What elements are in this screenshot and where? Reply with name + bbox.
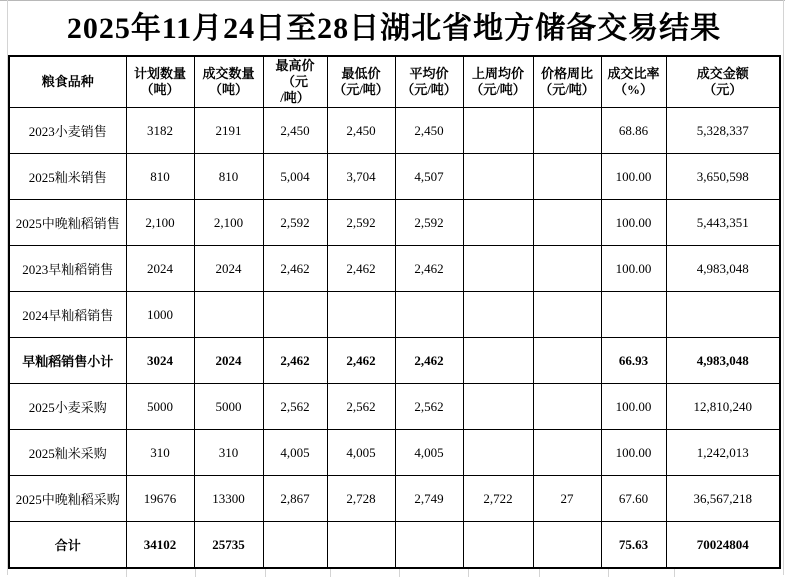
table-cell: 2,562 (327, 384, 395, 430)
table-cell: 3182 (126, 108, 194, 154)
table-cell: 2,592 (327, 200, 395, 246)
table-body (9, 108, 780, 569)
table-cell (533, 430, 601, 476)
table-cell (194, 292, 263, 338)
table-cell: 75.63 (601, 522, 666, 569)
table-row (9, 292, 780, 338)
table-cell: 5,328,337 (666, 108, 780, 154)
table-cell: 3024 (126, 338, 194, 384)
gridline-stub (265, 569, 266, 577)
table-row (9, 338, 780, 384)
table-cell: 27 (533, 476, 601, 522)
table-cell (395, 522, 463, 569)
column-header: 最低价 （元/吨） (327, 56, 395, 108)
table-cell: 4,005 (327, 430, 395, 476)
table-cell: 2,100 (126, 200, 194, 246)
table-cell (463, 292, 533, 338)
table-cell: 2025小麦采购 (9, 384, 126, 430)
table-cell (395, 292, 463, 338)
column-header: 价格周比 （元/吨） (533, 56, 601, 108)
table-cell: 2,462 (395, 246, 463, 292)
table-row (9, 200, 780, 246)
table-cell (533, 522, 601, 569)
results-table (8, 55, 781, 569)
table-cell: 4,005 (263, 430, 327, 476)
table-cell: 2025籼米销售 (9, 154, 126, 200)
table-cell: 100.00 (601, 246, 666, 292)
table-cell (533, 292, 601, 338)
table-cell (263, 522, 327, 569)
table-cell: 2,592 (263, 200, 327, 246)
table-cell: 2,462 (263, 246, 327, 292)
gridline-stub (674, 569, 675, 577)
gridline-stub (399, 569, 400, 577)
table-row (9, 522, 780, 569)
table-cell (533, 384, 601, 430)
header-row (9, 56, 780, 108)
table-cell: 25735 (194, 522, 263, 569)
column-header: 上周均价 （元/吨） (463, 56, 533, 108)
column-header: 计划数量 （吨） (126, 56, 194, 108)
table-cell (327, 522, 395, 569)
table-cell: 2023早籼稻销售 (9, 246, 126, 292)
table-cell (463, 246, 533, 292)
table-row (9, 108, 780, 154)
table-cell: 1000 (126, 292, 194, 338)
table-cell: 4,005 (395, 430, 463, 476)
table-row (9, 154, 780, 200)
table-cell: 2,462 (327, 246, 395, 292)
gridline-stub (126, 569, 127, 577)
gridline-stub (195, 569, 196, 577)
table-cell: 34102 (126, 522, 194, 569)
table-cell: 13300 (194, 476, 263, 522)
table-cell: 810 (194, 154, 263, 200)
column-header: 粮食品种 (9, 56, 126, 108)
table-cell: 2024 (194, 338, 263, 384)
gridline-stub (608, 569, 609, 577)
table-cell: 2025中晚籼稻销售 (9, 200, 126, 246)
table-cell: 2,450 (263, 108, 327, 154)
table-cell (327, 292, 395, 338)
table-cell (666, 292, 780, 338)
table-cell: 2,562 (263, 384, 327, 430)
spreadsheet-view (8, 2, 780, 577)
table-cell: 2,450 (395, 108, 463, 154)
gridline-stub (330, 569, 331, 577)
table-cell: 67.60 (601, 476, 666, 522)
table-cell: 4,507 (395, 154, 463, 200)
page-title: 2025年11月24日至28日湖北省地方储备交易结果 (66, 12, 722, 45)
table-cell: 2023小麦销售 (9, 108, 126, 154)
column-header: 成交数量 （吨） (194, 56, 263, 108)
gridline-stub (539, 569, 540, 577)
table-cell: 2,562 (395, 384, 463, 430)
table-row (9, 246, 780, 292)
table-cell: 12,810,240 (666, 384, 780, 430)
table-cell: 早籼稻销售小计 (9, 338, 126, 384)
table-cell: 3,650,598 (666, 154, 780, 200)
table-cell: 2,722 (463, 476, 533, 522)
below-table-gridlines (8, 569, 780, 577)
table-cell: 2,100 (194, 200, 263, 246)
sheet-right-gridline (783, 0, 784, 575)
table-cell: 2025籼米采购 (9, 430, 126, 476)
table-cell (463, 154, 533, 200)
table-cell: 68.86 (601, 108, 666, 154)
table-cell (533, 154, 601, 200)
table-cell: 2,749 (395, 476, 463, 522)
table-cell: 100.00 (601, 154, 666, 200)
table-cell (601, 292, 666, 338)
table-cell: 70024804 (666, 522, 780, 569)
table-cell: 66.93 (601, 338, 666, 384)
table-cell: 100.00 (601, 430, 666, 476)
table-cell: 310 (194, 430, 263, 476)
table-cell: 2024早籼稻销售 (9, 292, 126, 338)
table-cell: 3,704 (327, 154, 395, 200)
table-cell: 5000 (126, 384, 194, 430)
table-cell (533, 246, 601, 292)
table-cell (533, 338, 601, 384)
table-cell: 2,462 (395, 338, 463, 384)
table-cell: 2024 (126, 246, 194, 292)
table-cell (463, 108, 533, 154)
table-cell: 5,004 (263, 154, 327, 200)
column-header: 成交比率 （%） (601, 56, 666, 108)
table-cell: 5,443,351 (666, 200, 780, 246)
table-cell: 2,462 (263, 338, 327, 384)
sheet-top-edge (0, 0, 785, 1)
table-cell: 36,567,218 (666, 476, 780, 522)
table-cell: 810 (126, 154, 194, 200)
table-cell: 2,462 (327, 338, 395, 384)
table-cell (533, 200, 601, 246)
column-header: 最高价 （元 /吨） (263, 56, 327, 108)
column-header: 成交金额 （元） (666, 56, 780, 108)
table-cell (463, 430, 533, 476)
table-cell: 2191 (194, 108, 263, 154)
table-cell (463, 384, 533, 430)
table-cell: 5000 (194, 384, 263, 430)
table-row (9, 384, 780, 430)
table-cell (463, 200, 533, 246)
table-cell: 1,242,013 (666, 430, 780, 476)
table-cell: 310 (126, 430, 194, 476)
table-header (9, 56, 780, 108)
table-row (9, 430, 780, 476)
table-cell: 4,983,048 (666, 246, 780, 292)
table-cell: 2025中晚籼稻采购 (9, 476, 126, 522)
table-cell: 4,983,048 (666, 338, 780, 384)
table-cell (463, 522, 533, 569)
table-row (9, 476, 780, 522)
table-cell: 2,728 (327, 476, 395, 522)
table-cell: 2,450 (327, 108, 395, 154)
table-cell: 100.00 (601, 200, 666, 246)
table-cell (463, 338, 533, 384)
table-cell: 2024 (194, 246, 263, 292)
table-cell: 100.00 (601, 384, 666, 430)
table-cell (263, 292, 327, 338)
table-cell: 合计 (9, 522, 126, 569)
table-cell: 19676 (126, 476, 194, 522)
table-cell: 2,867 (263, 476, 327, 522)
table-cell (533, 108, 601, 154)
column-header: 平均价 （元/吨） (395, 56, 463, 108)
gridline-stub (468, 569, 469, 577)
table-cell: 2,592 (395, 200, 463, 246)
